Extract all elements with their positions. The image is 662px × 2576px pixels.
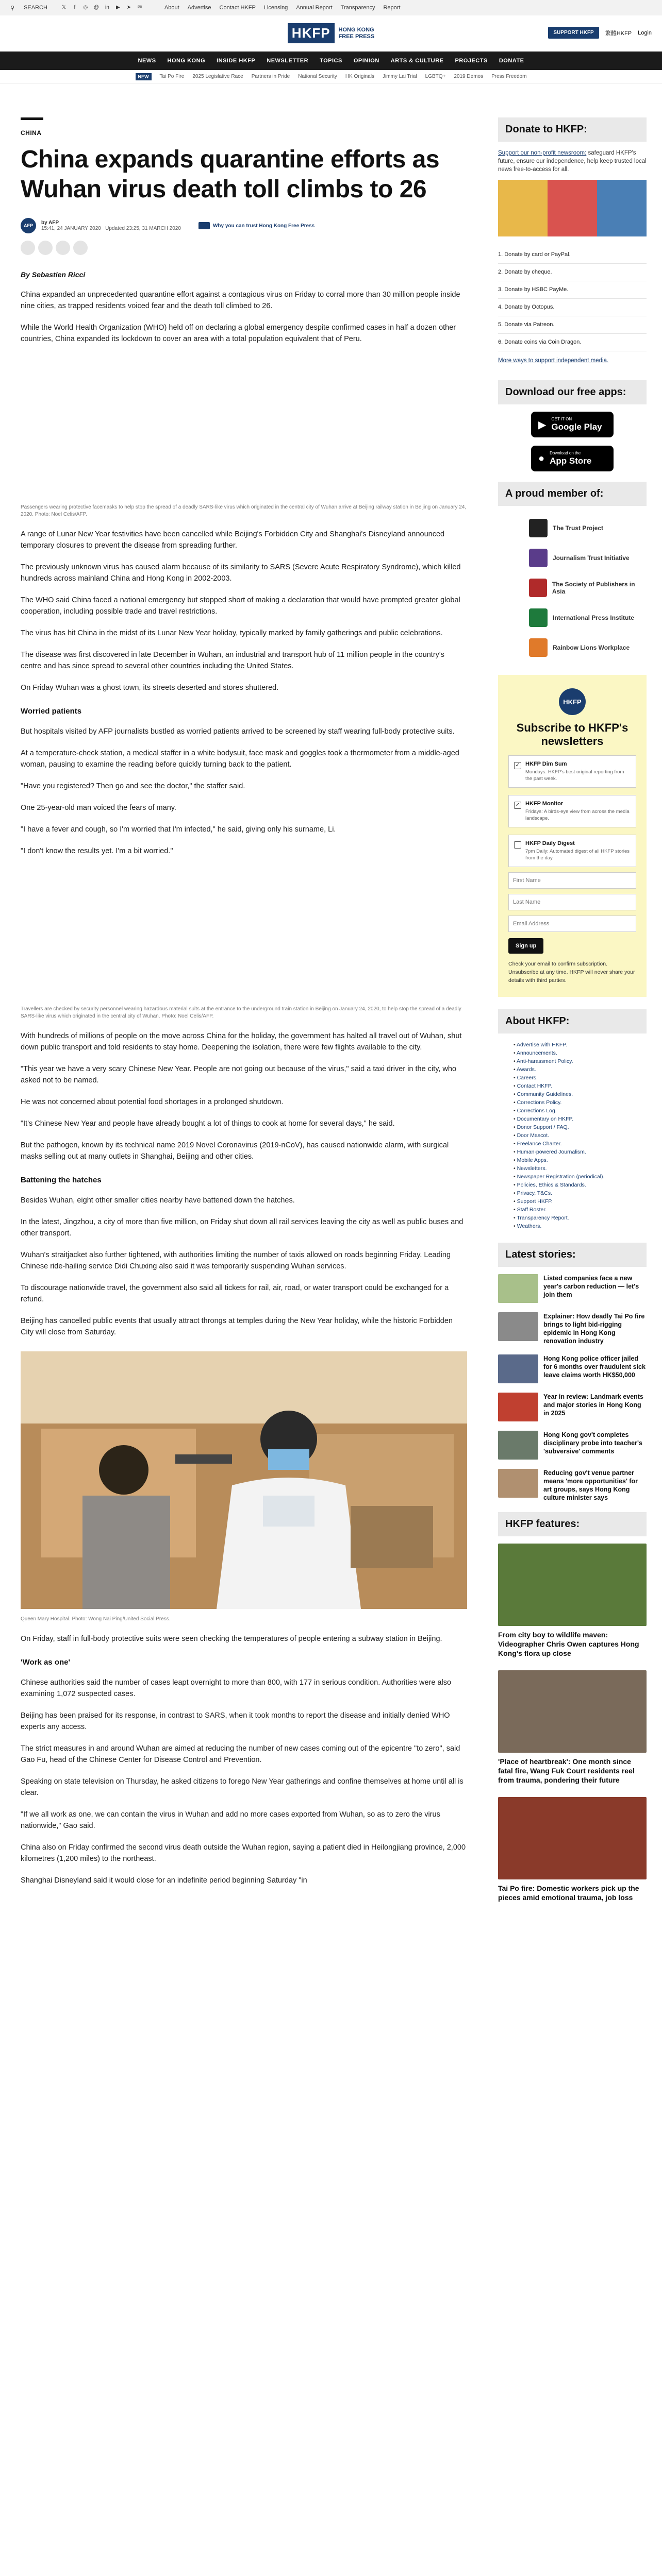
top-links: [164, 5, 401, 11]
section-heading: Battening the hatches: [21, 1176, 102, 1184]
nav-news[interactable]: NEWS: [138, 58, 156, 64]
figure-underground-station: [21, 870, 467, 1020]
newsletter-name: HKFP Monitor: [525, 801, 564, 807]
member-name: International Press Institute: [553, 614, 635, 621]
last-name-input[interactable]: [508, 894, 636, 910]
latest-story[interactable]: [498, 1274, 647, 1303]
linkedin-icon[interactable]: in: [105, 5, 109, 10]
feature-image[interactable]: [498, 1670, 647, 1753]
donate-intro-text: safeguard HKFP's future, ensure our independence, help keep trusted local news free-to-access for all.: [498, 150, 647, 173]
story-title[interactable]: Hong Kong gov't completes disciplinary probe into teacher's 'subversive' comments: [543, 1431, 642, 1455]
trending-link[interactable]: HK Originals: [345, 74, 374, 79]
about-link[interactable]: • Freelance Charter.: [514, 1140, 647, 1148]
threads-icon[interactable]: @: [93, 5, 99, 10]
feature-image[interactable]: [498, 1797, 647, 1879]
title-rule: [21, 117, 43, 120]
feature-title[interactable]: Tai Po fire: Domestic workers pick up the pieces amid emotional trauma, job loss: [498, 1884, 639, 1902]
donate-method[interactable]: 1. Donate by card or PayPal.: [498, 246, 647, 264]
newsletter-option-digest[interactable]: [508, 835, 636, 867]
member-rainbow-lions[interactable]: [529, 633, 647, 663]
article-title: China expands quarantine efforts as Wuhan virus death toll climbs to 26: [21, 146, 440, 203]
x-icon[interactable]: 𝕏: [61, 5, 66, 10]
figure-caption: Queen Mary Hospital. Photo: Wong Nai Ping/United Social Press.: [21, 1616, 171, 1622]
newsletter-title: Subscribe to HKFP's newsletters: [516, 721, 628, 748]
new-tag: NEW: [136, 73, 152, 80]
about-link[interactable]: • Policies, Ethics & Standards.: [514, 1181, 647, 1189]
checkbox-checked-icon[interactable]: ✓: [514, 762, 521, 769]
about-link[interactable]: • Anti-harassment Policy.: [514, 1057, 647, 1065]
about-link[interactable]: • Privacy, T&Cs.: [514, 1189, 647, 1197]
donate-intro: [498, 149, 647, 174]
member-name: The Trust Project: [553, 524, 604, 532]
member-jti[interactable]: [529, 543, 647, 573]
about-link[interactable]: • Advertise with HKFP.: [514, 1041, 647, 1049]
donate-method[interactable]: 5. Donate via Patreon.: [498, 316, 647, 334]
checkbox-checked-icon[interactable]: ✓: [514, 802, 521, 809]
section-heading: Worried patients: [21, 707, 82, 716]
story-thumbnail[interactable]: [498, 1312, 538, 1341]
paragraph: "It's Chinese New Year and people have already bought a lot of things to cook at home for several days," he said.: [21, 1120, 395, 1128]
member-sopa[interactable]: [529, 573, 647, 603]
sidebar: [498, 83, 647, 1914]
nav-donate[interactable]: DONATE: [499, 58, 524, 64]
paragraph: "Have you registered? Then go and see the doctor," the staffer said.: [21, 782, 245, 790]
latest-widget: [498, 1243, 647, 1502]
about-link[interactable]: • Documentary on HKFP.: [514, 1115, 647, 1123]
paragraph: Wuhan's straitjacket also further tightened, with authorities limiting the number of taxis allowed on roads beginning Friday. Leading Chinese ride-hailing service Didi Chuxing also said it was temporarily suspending Wuhan services.: [21, 1251, 451, 1270]
share-email-icon[interactable]: [73, 241, 88, 255]
about-link[interactable]: • Weathers.: [514, 1222, 647, 1230]
newsletter-option-dimsum[interactable]: [508, 755, 636, 788]
paragraph: One 25-year-old man voiced the fears of many.: [21, 804, 176, 812]
paragraph: With hundreds of millions of people on the move across China for the holiday, the government has halted all travel out of Wuhan, shut down public transport and told residents to stay home. Deepening the isolation, there were few flights available to the city.: [21, 1032, 462, 1052]
trending-link[interactable]: Tai Po Fire: [159, 74, 185, 79]
donate-method[interactable]: 3. Donate by HSBC PayMe.: [498, 281, 647, 299]
email-input[interactable]: [508, 916, 636, 932]
paragraph: Shanghai Disneyland said it would close for an indefinite period beginning Saturday "in: [21, 1876, 307, 1885]
paragraph: In the latest, Jingzhou, a city of more than five million, on Friday shut down all rail services leaving the city as well as public buses and other transport.: [21, 1218, 464, 1238]
rainbow-lions-logo-icon: [529, 638, 548, 657]
app-store-badge[interactable]: [531, 446, 614, 471]
about-link[interactable]: • Corrections Policy.: [514, 1098, 647, 1107]
about-link[interactable]: • Door Mascot.: [514, 1131, 647, 1140]
share-facebook-icon[interactable]: [21, 241, 35, 255]
logo-text: [339, 27, 375, 40]
site-header: [0, 15, 662, 52]
top-link-licensing[interactable]: Licensing: [263, 5, 288, 11]
share-whatsapp-icon[interactable]: [56, 241, 70, 255]
membership-widget: [498, 482, 647, 663]
nav-hong-kong[interactable]: HONG KONG: [167, 58, 206, 64]
donate-intro-link[interactable]: Support our non-profit newsroom:: [498, 150, 587, 156]
donate-method[interactable]: 2. Donate by cheque.: [498, 264, 647, 281]
about-link[interactable]: • Awards.: [514, 1065, 647, 1074]
feature-story[interactable]: [498, 1797, 647, 1902]
newsletter-logo: HKFP: [559, 688, 586, 715]
about-link[interactable]: • Staff Roster.: [514, 1206, 647, 1214]
paragraph: But the pathogen, known by its technical name 2019 Novel Coronavirus (2019-nCoV), has caused nationwide alarm, with surgical masks selling out at many outlets in Shanghai, Beijing and other cities.: [21, 1141, 449, 1161]
story-title[interactable]: Hong Kong police officer jailed for 6 months over fraudulent sick leave claims worth HK$50,000: [543, 1355, 646, 1379]
about-link[interactable]: • Community Guidelines.: [514, 1090, 647, 1098]
telegram-icon[interactable]: ➤: [126, 5, 131, 10]
trending-link[interactable]: Press Freedom: [491, 74, 527, 79]
donate-method[interactable]: 6. Donate coins via Coin Dragon.: [498, 334, 647, 351]
paragraph: The WHO said China faced a national emergency but stopped short of making a declaration that would have prompted greater global cooperation, including possible trade and travel restrictions.: [21, 596, 460, 616]
apps-widget: [498, 380, 647, 471]
support-hkfp-button[interactable]: SUPPORT HKFP: [548, 27, 599, 39]
top-link-transparency[interactable]: Transparency: [340, 5, 375, 11]
apple-icon: ●: [538, 452, 545, 464]
site-logo[interactable]: [288, 23, 374, 43]
author-avatar: AFP: [21, 218, 36, 233]
paragraph: China expanded an unprecedented quarantine effort against a contagious virus on Friday to corral more than 30 million people inside nine cities, as trapped residents voiced fear and the death toll climbed to 26.: [21, 291, 460, 310]
article-category[interactable]: CHINA: [21, 129, 42, 137]
member-name: The Society of Publishers in Asia: [552, 581, 635, 595]
newsletter-option-monitor[interactable]: [508, 795, 636, 827]
trust-link[interactable]: [198, 222, 315, 229]
trending-link[interactable]: National Security: [298, 74, 337, 79]
first-name-input[interactable]: [508, 872, 636, 889]
donate-title: Donate to HKFP:: [498, 117, 647, 142]
main-nav: [0, 52, 662, 70]
story-title[interactable]: Year in review: Landmark events and major stories in Hong Kong in 2025: [543, 1393, 643, 1417]
header-actions: [548, 27, 652, 39]
nav-arts-culture[interactable]: ARTS & CULTURE: [390, 58, 444, 64]
paragraph: The disease was first discovered in late December in Wuhan, an industrial and transport hub of 11 million people in the country's centre and has since spread to several other countries including the United States.: [21, 651, 444, 670]
paragraph: Chinese authorities said the number of cases leapt overnight to more than 800, with 177 in serious condition. Authorities were also examining 1,072 suspected cases.: [21, 1679, 452, 1698]
story-thumbnail[interactable]: [498, 1274, 538, 1303]
email-icon[interactable]: ✉: [137, 5, 142, 10]
facebook-icon[interactable]: f: [74, 5, 76, 10]
about-link[interactable]: • Human-powered Journalism.: [514, 1148, 647, 1156]
nav-topics[interactable]: TOPICS: [320, 58, 342, 64]
google-play-icon: ▶: [538, 419, 547, 431]
newsletter-name: HKFP Daily Digest: [525, 840, 575, 846]
about-link[interactable]: • Corrections Log.: [514, 1107, 647, 1115]
trust-icon: [198, 222, 210, 229]
youtube-icon[interactable]: ▶: [116, 5, 120, 10]
about-link[interactable]: • Support HKFP.: [514, 1197, 647, 1206]
article: [21, 83, 467, 1886]
paragraph: But hospitals visited by AFP journalists bustled as worried patients arrived to be screened by staff wearing full-body protective suits.: [21, 727, 455, 736]
paragraph: On Friday, staff in full-body protective suits were seen checking the temperatures of people entering a subway station in Beijing.: [21, 1635, 442, 1643]
story-title[interactable]: Listed companies face a new year's carbon reduction — let's join them: [543, 1275, 639, 1298]
trust-link-label: Why you can trust Hong Kong Free Press: [212, 223, 315, 229]
top-utility-bar: [0, 0, 662, 15]
jti-logo-icon: [529, 549, 548, 567]
hospital-temperature-check-photo: [21, 1351, 467, 1609]
top-link-annual-report[interactable]: Annual Report: [296, 5, 333, 11]
newsletter-desc: 7pm Daily: Automated digest of all HKFP stories from the day.: [525, 849, 630, 861]
logo-box: HKFP: [288, 23, 335, 43]
figure-queen-mary-hospital: [21, 1351, 467, 1623]
paragraph: China also on Friday confirmed the second virus death outside the Wuhan region, saying a patient died in Heilongjiang province, 2,000 kilometres (1,200 miles) to the northeast.: [21, 1843, 466, 1863]
google-play-badge[interactable]: [531, 412, 614, 437]
paragraph: Speaking on state television on Thursday, he asked citizens to forego New Year gatherings and confine themselves at home until all is clear.: [21, 1777, 464, 1797]
apps-title: Download our free apps:: [498, 380, 647, 404]
top-link-about[interactable]: About: [164, 5, 179, 11]
paragraph: Beijing has been praised for its response, in contrast to SARS, when it took months to report the disease and initially denied WHO experts any access.: [21, 1711, 450, 1731]
paragraph: He was not concerned about potential food shortages in a prolonged shutdown.: [21, 1098, 284, 1106]
ipi-logo-icon: [529, 608, 548, 627]
paragraph: "If we all work as one, we can contain the virus in Wuhan and add no more cases exported from Wuhan, so as to zero the virus nationwide," Gao said.: [21, 1810, 440, 1830]
paragraph: A range of Lunar New Year festivities have been cancelled while Beijing's Forbidden City and Shanghai's Disneyland announced temporary closures to prevent the disease from spreading further.: [21, 530, 445, 550]
about-title: About HKFP:: [498, 1009, 647, 1033]
paragraph: On Friday Wuhan was a ghost town, its streets deserted and stores shuttered.: [21, 684, 279, 692]
share-buttons: [21, 241, 467, 255]
newsletter-signup: [498, 675, 647, 997]
paragraph: The virus has hit China in the midst of its Lunar New Year holiday, typically marked by family gatherings and public celebrations.: [21, 629, 443, 637]
story-thumbnail[interactable]: [498, 1431, 538, 1460]
instagram-icon[interactable]: ◎: [83, 5, 88, 10]
donate-methods: [498, 246, 647, 351]
top-link-contact[interactable]: Contact HKFP: [219, 5, 256, 11]
story-title[interactable]: Reducing gov't venue partner means 'more opportunities' for art groups, says Hong Kong culture minister says: [543, 1469, 638, 1501]
about-link[interactable]: • Donor Support / FAQ.: [514, 1123, 647, 1131]
article-author: By Sebastien Ricci: [21, 270, 86, 279]
chinese-site-link[interactable]: 繁體HKFP: [605, 30, 632, 37]
trust-project-logo-icon: [529, 519, 548, 537]
newsletter-desc: Fridays: A birds-eye view from across the media landscape.: [525, 809, 630, 821]
paragraph: To discourage nationwide travel, the government also said all tickets for rail, air, road, or water transport could be exchanged for a refund.: [21, 1284, 449, 1303]
about-link[interactable]: • Newsletters.: [514, 1164, 647, 1173]
paragraph: "I have a fever and cough, so I'm worried that I'm infected," he said, giving only his surname, Li.: [21, 825, 336, 834]
paragraph: "This year we have a very scary Chinese New Year. People are not going out because of the virus," said a taxi driver in the city, who asked not to be named.: [21, 1065, 457, 1084]
login-link[interactable]: Login: [638, 29, 652, 36]
sopa-logo-icon: [529, 579, 547, 597]
feature-image[interactable]: [498, 1544, 647, 1626]
byline-meta: [41, 220, 181, 231]
about-links: [498, 1041, 647, 1230]
checkbox-unchecked-icon[interactable]: [514, 841, 521, 849]
paragraph: Beijing has cancelled public events that usually attract throngs at temples during the New Year holiday, while the historic Forbidden City will close from Saturday.: [21, 1317, 453, 1336]
member-name: Journalism Trust Initiative: [553, 554, 630, 562]
features-widget: [498, 1512, 647, 1902]
top-link-report[interactable]: Report: [383, 5, 401, 11]
latest-story[interactable]: [498, 1431, 647, 1460]
latest-title: Latest stories:: [498, 1243, 647, 1267]
byline-by[interactable]: by AFP: [41, 220, 59, 226]
feature-title[interactable]: From city boy to wildlife maven: Videographer Chris Owen captures Hong Kong's flora up close: [498, 1631, 639, 1657]
paragraph: "I don't know the results yet. I'm a bit worried.": [21, 847, 173, 855]
story-thumbnail[interactable]: [498, 1469, 538, 1498]
feature-story[interactable]: [498, 1544, 647, 1658]
trending-link[interactable]: 2025 Legislative Race: [192, 74, 243, 79]
trending-link[interactable]: 2019 Demos: [454, 74, 484, 79]
latest-story[interactable]: [498, 1354, 647, 1383]
newsletter-name: HKFP Dim Sum: [525, 761, 567, 767]
paragraph: At a temperature-check station, a medical staffer in a white bodysuit, face mask and goggles took a thermometer from a middle-aged woman, pausing to examine the reading before quickly turning back to the patient.: [21, 749, 459, 769]
underground-station-photo: [21, 870, 467, 999]
paragraph: The previously unknown virus has caused alarm because of its similarity to SARS (Severe Acute Respiratory Syndrome), which killed hundreds across mainland China and Hong Kong in 2002-2003.: [21, 563, 461, 583]
updated-date: Updated 23:25, 31 MARCH 2020: [105, 226, 181, 231]
share-x-icon[interactable]: [38, 241, 53, 255]
member-ipi[interactable]: [529, 603, 647, 633]
publish-date-value: 15:41, 24 JANUARY 2020: [41, 226, 101, 231]
as-small: Download on the: [550, 451, 581, 455]
figure-caption: Travellers are checked by security personnel wearing hazardous material suits at the entrance to the underground train station in Beijing on January 24, 2020, to help stop the spread of a deadly SARS-like virus which originated in the central city of Wuhan. Photo: Noel Celis/AFP.: [21, 1006, 461, 1019]
story-title[interactable]: Explainer: How deadly Tai Po fire brings to light bid-rigging epidemic in Hong Kong renovation industry: [543, 1313, 645, 1345]
about-link[interactable]: • Transparency Report.: [514, 1214, 647, 1222]
donate-widget: [498, 117, 647, 365]
about-widget: [498, 1009, 647, 1230]
nav-opinion[interactable]: OPINION: [353, 58, 379, 64]
story-thumbnail[interactable]: [498, 1393, 538, 1421]
about-link[interactable]: • Careers.: [514, 1074, 647, 1082]
member-title: A proud member of:: [498, 482, 647, 506]
trending-link[interactable]: Jimmy Lai Trial: [382, 74, 417, 79]
newsletter-desc: Mondays: HKFP's best original reporting from the past week.: [525, 769, 624, 782]
figure-railway-station: [21, 358, 467, 518]
newsletter-note: Check your email to confirm subscription. Unsubscribe at any time. HKFP will never share your details with third parties.: [508, 961, 635, 984]
more-ways-link[interactable]: More ways to support independent media.: [498, 358, 609, 364]
about-link[interactable]: • Newspaper Registration (periodical).: [514, 1173, 647, 1181]
search-label[interactable]: SEARCH: [24, 5, 47, 11]
latest-story[interactable]: [498, 1469, 647, 1502]
gp-small: GET IT ON: [551, 417, 572, 421]
about-link[interactable]: • Announcements.: [514, 1049, 647, 1057]
railway-station-photo: [21, 358, 467, 497]
feature-title[interactable]: 'Place of heartbreak': One month since fatal fire, Wang Fuk Court residents reel from trauma, pondering their future: [498, 1757, 635, 1784]
about-link[interactable]: • Contact HKFP.: [514, 1082, 647, 1090]
trending-link[interactable]: Partners in Pride: [251, 74, 290, 79]
paragraph: While the World Health Organization (WHO) held off on declaring a global emergency despite confirmed cases in half a dozen other countries, China expanded its lockdown to cover an area with a total population equivalent that of Peru.: [21, 324, 456, 343]
nav-projects[interactable]: PROJECTS: [455, 58, 488, 64]
about-link[interactable]: • Mobile Apps.: [514, 1156, 647, 1164]
latest-story[interactable]: [498, 1312, 647, 1345]
member-name: Rainbow Lions Workplace: [553, 644, 630, 651]
section-heading: 'Work as one': [21, 1658, 71, 1667]
latest-story[interactable]: [498, 1393, 647, 1421]
trending-bar: [0, 70, 662, 83]
gp-big: Google Play: [551, 422, 602, 432]
donate-method[interactable]: 4. Donate by Octopus.: [498, 299, 647, 316]
social-links: [61, 5, 143, 11]
signup-button[interactable]: Sign up: [508, 938, 543, 954]
trending-link[interactable]: LGBTQ+: [425, 74, 446, 79]
member-trust-project[interactable]: [529, 513, 647, 543]
top-link-advertise[interactable]: Advertise: [187, 5, 211, 11]
donate-collage-image[interactable]: [498, 180, 647, 236]
logo-line2: FREE PRESS: [338, 33, 375, 40]
paragraph: The strict measures in and around Wuhan are aimed at reducing the number of new cases coming out of the epicentre "to zero", said Gao Fu, head of the Chinese Center for Disease Control and Prevention.: [21, 1744, 460, 1764]
paragraph: Besides Wuhan, eight other smaller cities nearby have battened down the hatches.: [21, 1196, 295, 1205]
feature-story[interactable]: [498, 1670, 647, 1785]
nav-inside-hkfp[interactable]: INSIDE HKFP: [217, 58, 256, 64]
as-big: App Store: [550, 456, 592, 466]
figure-caption: Passengers wearing protective facemasks to help stop the spread of a deadly SARS-like virus which originated in the central city of Wuhan arrive at Beijing railway station in Beijing on January 24, 2020. Photo: Noel Celis/AFP.: [21, 504, 467, 517]
search-icon[interactable]: ⚲: [10, 5, 15, 11]
features-title: HKFP features:: [498, 1512, 647, 1536]
nav-newsletter[interactable]: NEWSLETTER: [267, 58, 309, 64]
logo-line1: HONG KONG: [338, 26, 374, 33]
publish-date: [41, 226, 181, 231]
story-thumbnail[interactable]: [498, 1354, 538, 1383]
byline: [21, 218, 467, 233]
